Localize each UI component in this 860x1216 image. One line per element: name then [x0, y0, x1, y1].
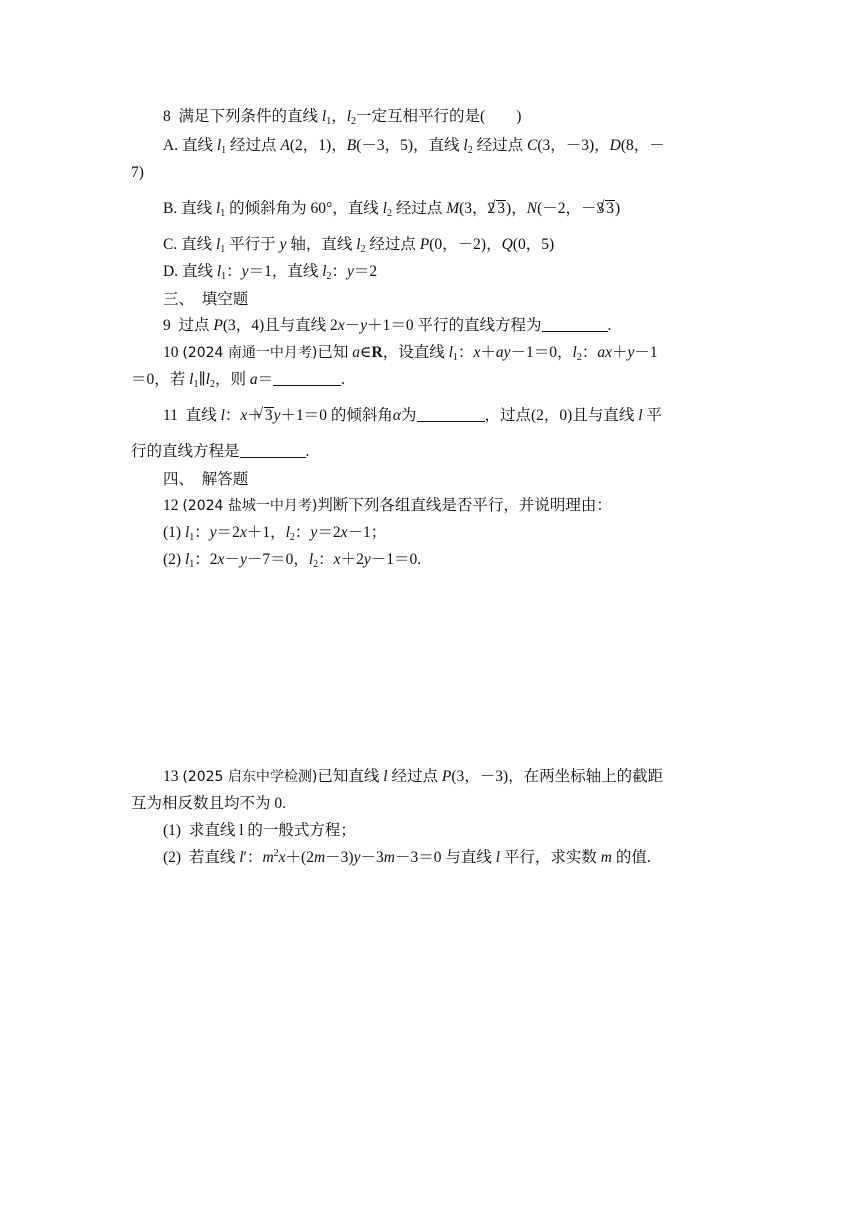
- question-13: 13 (2025 启东中学检测)已知直线 l 经过点 P(3，－3)，在两坐标轴上的截距: [163, 768, 664, 785]
- option-a: A. 直线 $l_1$ 经过点 A(2，1)，B(－3，5)，直线 $l_2$ 经过点 C(3，－3)，D(8，－: [163, 137, 665, 156]
- question-9: 9 过点 P(3，4)且与直线 2x－y＋1＝0 平行的直线方程为 .: [163, 317, 612, 334]
- section-heading-fill: 三、 填空题: [163, 290, 249, 308]
- section-heading-answer: 四、 解答题: [163, 470, 249, 488]
- source-tag: (2024 南通一中月考): [182, 345, 318, 361]
- question-12-part-1: (1) $l_1$：y＝2x＋1，$l_2$：y＝2x－1；: [163, 524, 387, 543]
- source-tag: (2025 启东中学检测): [182, 769, 318, 785]
- question-10: 10 (2024 南通一中月考)已知 a∈R，设直线 $l_1$：x＋ay－1＝0，$l_2$：ax＋y－1: [163, 344, 658, 363]
- answer-blank[interactable]: [417, 407, 485, 422]
- question-8-stem: 8 满足下列条件的直线 $l_1$，$l_2$一定互相平行的是( ): [163, 108, 522, 127]
- source-tag: (2024 盐城一中月考): [182, 498, 318, 514]
- option-b: B. 直线 $l_1$ 的倾斜角为 60°，直线 $l_2$ 经过点 M(3，2√ 3)，N(－2，－3√ 3): [163, 199, 620, 219]
- question-11-cont: 行的直线方程是 .: [131, 443, 310, 460]
- question-number: 8: [163, 108, 171, 125]
- option-d: D. 直线 $l_1$：y＝1，直线 $l_2$：y＝2: [163, 263, 378, 282]
- question-13-part-2: (2) 若直线 l′：$m^2x+(2m-3)y-3m-3=0$ 与直线 l 平行，求实数 m 的值.: [163, 848, 651, 866]
- question-10-cont: ＝0，若 $l_1\parallel l_2$，则 a＝ .: [131, 371, 345, 390]
- answer-blank[interactable]: [273, 371, 341, 386]
- option-c: C. 直线 $l_1$ 平行于 y 轴，直线 $l_2$ 经过点 P(0，－2)，Q(0，5): [163, 236, 555, 255]
- option-a-cont: 7): [131, 164, 144, 181]
- answer-blank[interactable]: [542, 317, 608, 332]
- question-13-cont: 互为相反数且均不为 0.: [131, 795, 287, 812]
- question-12-part-2: (2) $l_1$：2x－y－7＝0，$l_2$：x＋2y－1＝0.: [163, 551, 422, 570]
- question-12: 12 (2024 盐城一中月考)判断下列各组直线是否平行，并说明理由：: [163, 497, 612, 514]
- answer-blank[interactable]: [240, 443, 306, 458]
- question-11: 11 直线 l：x＋√ 3y＋1＝0 的倾斜角α为 ，过点(2，0)且与直线 l 平: [163, 406, 662, 426]
- question-13-part-1: (1) 求直线 l 的一般式方程；: [163, 822, 356, 839]
